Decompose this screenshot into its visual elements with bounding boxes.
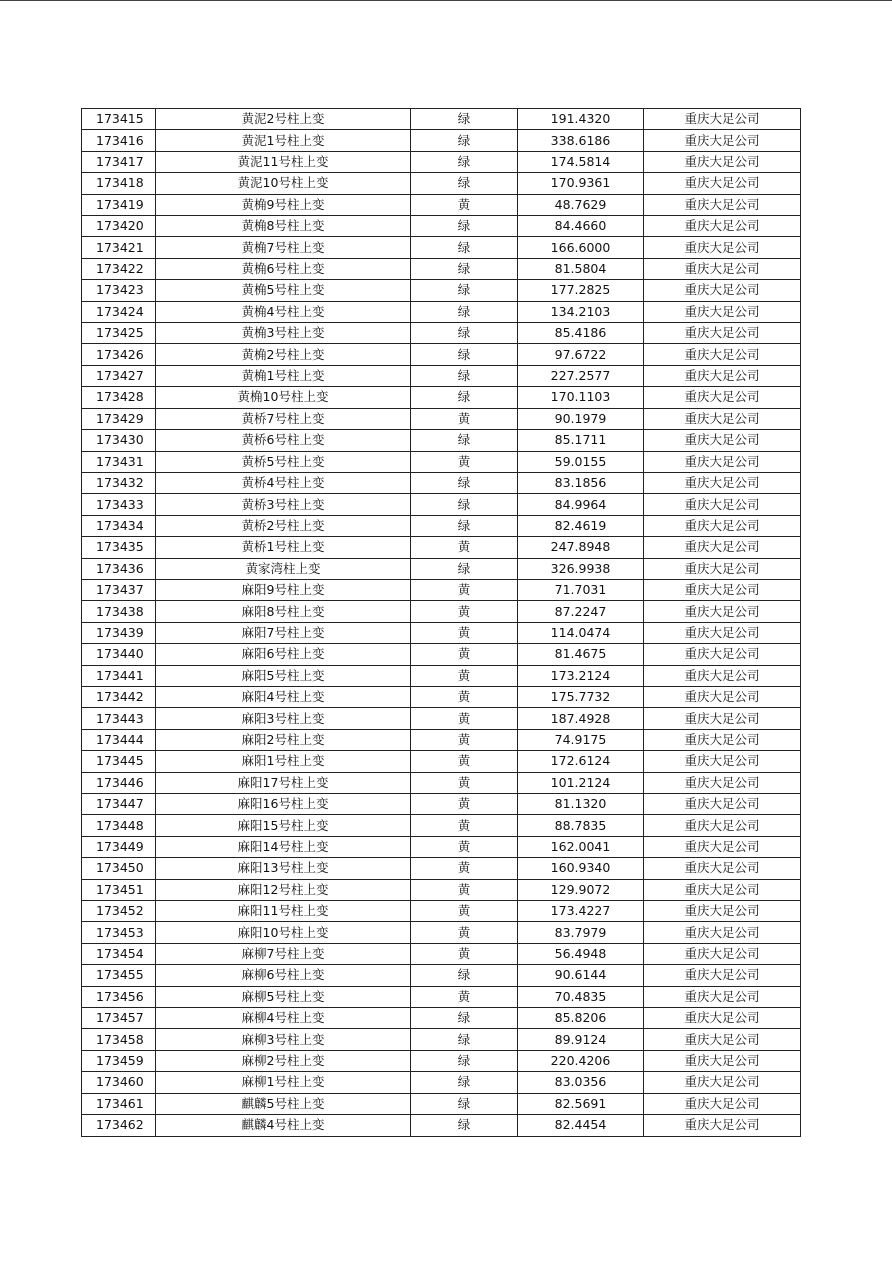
table-row [82,151,801,172]
cell-name: 麻阳2号柱上变 [156,729,411,750]
cell-status: 绿 [411,387,518,408]
cell-name: 麻阳8号柱上变 [156,601,411,622]
cell-value: 173.2124 [518,665,644,686]
cell-company: 重庆大足公司 [644,922,801,943]
cell-company: 重庆大足公司 [644,729,801,750]
cell-status: 黄 [411,836,518,857]
cell-name: 麻阳9号柱上变 [156,579,411,600]
cell-value: 172.6124 [518,751,644,772]
table-row [82,1115,801,1136]
cell-status: 绿 [411,1072,518,1093]
cell-id: 173424 [82,301,156,322]
cell-company: 重庆大足公司 [644,1029,801,1050]
cell-name: 黄桷5号柱上变 [156,280,411,301]
cell-company: 重庆大足公司 [644,1093,801,1114]
cell-company: 重庆大足公司 [644,794,801,815]
cell-company: 重庆大足公司 [644,151,801,172]
cell-name: 麻柳7号柱上变 [156,943,411,964]
cell-id: 173458 [82,1029,156,1050]
table-row [82,794,801,815]
cell-id: 173430 [82,430,156,451]
cell-status: 黄 [411,579,518,600]
cell-company: 重庆大足公司 [644,408,801,429]
cell-name: 麻柳5号柱上变 [156,986,411,1007]
cell-company: 重庆大足公司 [644,494,801,515]
cell-id: 173440 [82,644,156,665]
cell-name: 黄桷8号柱上变 [156,216,411,237]
cell-name: 黄桥5号柱上变 [156,451,411,472]
table-row [82,1093,801,1114]
cell-value: 247.8948 [518,537,644,558]
cell-status: 绿 [411,365,518,386]
cell-value: 134.2103 [518,301,644,322]
cell-id: 173432 [82,472,156,493]
cell-name: 麒麟4号柱上变 [156,1115,411,1136]
cell-status: 绿 [411,258,518,279]
cell-value: 227.2577 [518,365,644,386]
cell-company: 重庆大足公司 [644,280,801,301]
cell-status: 黄 [411,686,518,707]
cell-value: 166.6000 [518,237,644,258]
table-row [82,665,801,686]
cell-company: 重庆大足公司 [644,708,801,729]
cell-name: 黄桥2号柱上变 [156,515,411,536]
cell-name: 麻阳16号柱上变 [156,794,411,815]
table-row [82,515,801,536]
table-row [82,986,801,1007]
cell-id: 173443 [82,708,156,729]
cell-company: 重庆大足公司 [644,472,801,493]
cell-id: 173423 [82,280,156,301]
cell-status: 黄 [411,622,518,643]
cell-id: 173421 [82,237,156,258]
cell-value: 187.4928 [518,708,644,729]
cell-company: 重庆大足公司 [644,515,801,536]
cell-value: 97.6722 [518,344,644,365]
cell-company: 重庆大足公司 [644,323,801,344]
cell-value: 81.4675 [518,644,644,665]
cell-id: 173451 [82,879,156,900]
table-row [82,1050,801,1071]
cell-id: 173461 [82,1093,156,1114]
table-row [82,1008,801,1029]
cell-company: 重庆大足公司 [644,1072,801,1093]
cell-id: 173426 [82,344,156,365]
cell-name: 黄桷2号柱上变 [156,344,411,365]
cell-name: 麻阳6号柱上变 [156,644,411,665]
table-row [82,708,801,729]
cell-value: 129.9072 [518,879,644,900]
cell-name: 黄家湾柱上变 [156,558,411,579]
cell-name: 麻阳3号柱上变 [156,708,411,729]
table-row [82,301,801,322]
cell-id: 173456 [82,986,156,1007]
cell-company: 重庆大足公司 [644,644,801,665]
cell-status: 绿 [411,430,518,451]
cell-value: 82.4454 [518,1115,644,1136]
table-row [82,365,801,386]
cell-name: 黄桷4号柱上变 [156,301,411,322]
table-row [82,173,801,194]
table-row [82,644,801,665]
cell-value: 191.4320 [518,109,644,130]
cell-value: 83.7979 [518,922,644,943]
cell-status: 绿 [411,515,518,536]
table-row [82,472,801,493]
transformer-table [81,108,801,1137]
cell-status: 绿 [411,280,518,301]
cell-name: 黄桥1号柱上变 [156,537,411,558]
cell-id: 173434 [82,515,156,536]
cell-value: 83.1856 [518,472,644,493]
cell-name: 麻柳3号柱上变 [156,1029,411,1050]
cell-status: 绿 [411,965,518,986]
cell-status: 绿 [411,216,518,237]
cell-id: 173436 [82,558,156,579]
cell-value: 89.9124 [518,1029,644,1050]
cell-value: 160.9340 [518,858,644,879]
page-top-border [0,0,892,1]
cell-status: 黄 [411,794,518,815]
table-row [82,344,801,365]
cell-value: 87.2247 [518,601,644,622]
cell-name: 黄桷6号柱上变 [156,258,411,279]
cell-status: 黄 [411,815,518,836]
cell-status: 黄 [411,922,518,943]
cell-name: 黄桥6号柱上变 [156,430,411,451]
cell-status: 绿 [411,1050,518,1071]
cell-value: 162.0041 [518,836,644,857]
cell-id: 173459 [82,1050,156,1071]
table-row [82,494,801,515]
table-row [82,537,801,558]
cell-company: 重庆大足公司 [644,772,801,793]
table-row [82,729,801,750]
cell-name: 麻柳4号柱上变 [156,1008,411,1029]
cell-id: 173450 [82,858,156,879]
table-row [82,751,801,772]
table-row [82,772,801,793]
cell-name: 黄桷7号柱上变 [156,237,411,258]
table-row [82,879,801,900]
cell-status: 黄 [411,708,518,729]
cell-value: 81.5804 [518,258,644,279]
cell-company: 重庆大足公司 [644,109,801,130]
cell-id: 173454 [82,943,156,964]
cell-name: 黄桷10号柱上变 [156,387,411,408]
cell-status: 黄 [411,729,518,750]
cell-id: 173415 [82,109,156,130]
cell-id: 173420 [82,216,156,237]
cell-id: 173448 [82,815,156,836]
cell-company: 重庆大足公司 [644,665,801,686]
table-row [82,1072,801,1093]
cell-value: 170.9361 [518,173,644,194]
cell-status: 绿 [411,173,518,194]
cell-company: 重庆大足公司 [644,1050,801,1071]
cell-status: 绿 [411,151,518,172]
cell-company: 重庆大足公司 [644,258,801,279]
cell-name: 麻阳5号柱上变 [156,665,411,686]
cell-company: 重庆大足公司 [644,301,801,322]
table-row [82,836,801,857]
cell-id: 173433 [82,494,156,515]
cell-company: 重庆大足公司 [644,965,801,986]
cell-value: 220.4206 [518,1050,644,1071]
cell-company: 重庆大足公司 [644,558,801,579]
cell-id: 173438 [82,601,156,622]
cell-value: 71.7031 [518,579,644,600]
cell-value: 84.4660 [518,216,644,237]
cell-id: 173457 [82,1008,156,1029]
cell-name: 黄桥7号柱上变 [156,408,411,429]
cell-id: 173416 [82,130,156,151]
cell-company: 重庆大足公司 [644,216,801,237]
cell-id: 173445 [82,751,156,772]
cell-name: 麻阳14号柱上变 [156,836,411,857]
table-row [82,815,801,836]
cell-id: 173460 [82,1072,156,1093]
cell-id: 173439 [82,622,156,643]
table-row [82,943,801,964]
cell-status: 黄 [411,901,518,922]
cell-status: 绿 [411,1029,518,1050]
cell-status: 黄 [411,772,518,793]
cell-name: 黄泥1号柱上变 [156,130,411,151]
cell-status: 绿 [411,1008,518,1029]
cell-company: 重庆大足公司 [644,537,801,558]
cell-value: 101.2124 [518,772,644,793]
table-row [82,194,801,215]
cell-value: 85.4186 [518,323,644,344]
cell-name: 麻阳1号柱上变 [156,751,411,772]
cell-company: 重庆大足公司 [644,1008,801,1029]
cell-company: 重庆大足公司 [644,173,801,194]
table-row [82,109,801,130]
cell-name: 麻阳10号柱上变 [156,922,411,943]
cell-value: 83.0356 [518,1072,644,1093]
cell-company: 重庆大足公司 [644,901,801,922]
cell-status: 绿 [411,237,518,258]
cell-value: 177.2825 [518,280,644,301]
cell-status: 黄 [411,194,518,215]
cell-company: 重庆大足公司 [644,879,801,900]
table-row [82,216,801,237]
cell-name: 黄桥4号柱上变 [156,472,411,493]
cell-status: 绿 [411,1093,518,1114]
cell-value: 56.4948 [518,943,644,964]
cell-company: 重庆大足公司 [644,344,801,365]
cell-company: 重庆大足公司 [644,579,801,600]
cell-name: 麻阳11号柱上变 [156,901,411,922]
cell-status: 黄 [411,601,518,622]
cell-company: 重庆大足公司 [644,686,801,707]
cell-company: 重庆大足公司 [644,130,801,151]
cell-company: 重庆大足公司 [644,751,801,772]
table-row [82,601,801,622]
cell-id: 173453 [82,922,156,943]
cell-status: 绿 [411,558,518,579]
cell-status: 绿 [411,109,518,130]
cell-value: 74.9175 [518,729,644,750]
cell-value: 85.1711 [518,430,644,451]
cell-status: 绿 [411,344,518,365]
cell-status: 黄 [411,986,518,1007]
cell-id: 173428 [82,387,156,408]
cell-id: 173431 [82,451,156,472]
cell-status: 绿 [411,301,518,322]
table-row [82,622,801,643]
cell-name: 黄桥3号柱上变 [156,494,411,515]
cell-name: 黄泥2号柱上变 [156,109,411,130]
cell-id: 173462 [82,1115,156,1136]
cell-id: 173442 [82,686,156,707]
cell-id: 173418 [82,173,156,194]
cell-company: 重庆大足公司 [644,986,801,1007]
cell-name: 麻柳1号柱上变 [156,1072,411,1093]
cell-name: 黄桷9号柱上变 [156,194,411,215]
cell-status: 黄 [411,858,518,879]
cell-name: 麻阳4号柱上变 [156,686,411,707]
cell-id: 173455 [82,965,156,986]
cell-id: 173429 [82,408,156,429]
table-row [82,280,801,301]
cell-value: 338.6186 [518,130,644,151]
cell-id: 173422 [82,258,156,279]
cell-value: 48.7629 [518,194,644,215]
cell-status: 绿 [411,494,518,515]
cell-id: 173425 [82,323,156,344]
table-row [82,965,801,986]
cell-name: 麻柳6号柱上变 [156,965,411,986]
table-row [82,408,801,429]
cell-name: 黄泥11号柱上变 [156,151,411,172]
cell-status: 绿 [411,472,518,493]
table-row [82,237,801,258]
cell-value: 59.0155 [518,451,644,472]
table-row [82,579,801,600]
table-row [82,130,801,151]
cell-status: 黄 [411,751,518,772]
cell-value: 82.4619 [518,515,644,536]
cell-status: 黄 [411,408,518,429]
table-row [82,451,801,472]
cell-value: 90.1979 [518,408,644,429]
table-row [82,922,801,943]
table-row [82,430,801,451]
cell-company: 重庆大足公司 [644,815,801,836]
cell-name: 麻阳15号柱上变 [156,815,411,836]
cell-id: 173449 [82,836,156,857]
cell-status: 黄 [411,879,518,900]
cell-company: 重庆大足公司 [644,451,801,472]
cell-status: 黄 [411,537,518,558]
cell-status: 绿 [411,1115,518,1136]
cell-id: 173427 [82,365,156,386]
cell-company: 重庆大足公司 [644,601,801,622]
cell-value: 114.0474 [518,622,644,643]
cell-id: 173444 [82,729,156,750]
table-row [82,1029,801,1050]
cell-status: 黄 [411,943,518,964]
cell-name: 麻阳17号柱上变 [156,772,411,793]
cell-company: 重庆大足公司 [644,194,801,215]
cell-value: 70.4835 [518,986,644,1007]
table-row [82,558,801,579]
cell-value: 84.9964 [518,494,644,515]
cell-value: 174.5814 [518,151,644,172]
cell-value: 170.1103 [518,387,644,408]
cell-id: 173441 [82,665,156,686]
table-row [82,858,801,879]
table-row [82,258,801,279]
cell-id: 173417 [82,151,156,172]
cell-value: 81.1320 [518,794,644,815]
cell-status: 绿 [411,130,518,151]
cell-value: 88.7835 [518,815,644,836]
cell-status: 绿 [411,323,518,344]
cell-name: 麒麟5号柱上变 [156,1093,411,1114]
cell-name: 麻柳2号柱上变 [156,1050,411,1071]
cell-name: 麻阳12号柱上变 [156,879,411,900]
cell-id: 173452 [82,901,156,922]
cell-company: 重庆大足公司 [644,365,801,386]
cell-company: 重庆大足公司 [644,836,801,857]
table-row [82,901,801,922]
cell-status: 黄 [411,644,518,665]
cell-name: 麻阳13号柱上变 [156,858,411,879]
table-row [82,387,801,408]
cell-value: 90.6144 [518,965,644,986]
cell-id: 173446 [82,772,156,793]
cell-value: 82.5691 [518,1093,644,1114]
cell-company: 重庆大足公司 [644,943,801,964]
table-row [82,323,801,344]
cell-name: 黄桷1号柱上变 [156,365,411,386]
cell-value: 173.4227 [518,901,644,922]
cell-status: 黄 [411,451,518,472]
cell-id: 173419 [82,194,156,215]
cell-id: 173447 [82,794,156,815]
cell-name: 黄桷3号柱上变 [156,323,411,344]
cell-id: 173437 [82,579,156,600]
cell-company: 重庆大足公司 [644,858,801,879]
cell-company: 重庆大足公司 [644,237,801,258]
cell-value: 85.8206 [518,1008,644,1029]
cell-company: 重庆大足公司 [644,622,801,643]
cell-company: 重庆大足公司 [644,430,801,451]
cell-company: 重庆大足公司 [644,1115,801,1136]
table-row [82,686,801,707]
cell-id: 173435 [82,537,156,558]
cell-company: 重庆大足公司 [644,387,801,408]
cell-name: 黄泥10号柱上变 [156,173,411,194]
cell-value: 326.9938 [518,558,644,579]
cell-status: 黄 [411,665,518,686]
table-body [82,109,801,1137]
cell-value: 175.7732 [518,686,644,707]
cell-name: 麻阳7号柱上变 [156,622,411,643]
